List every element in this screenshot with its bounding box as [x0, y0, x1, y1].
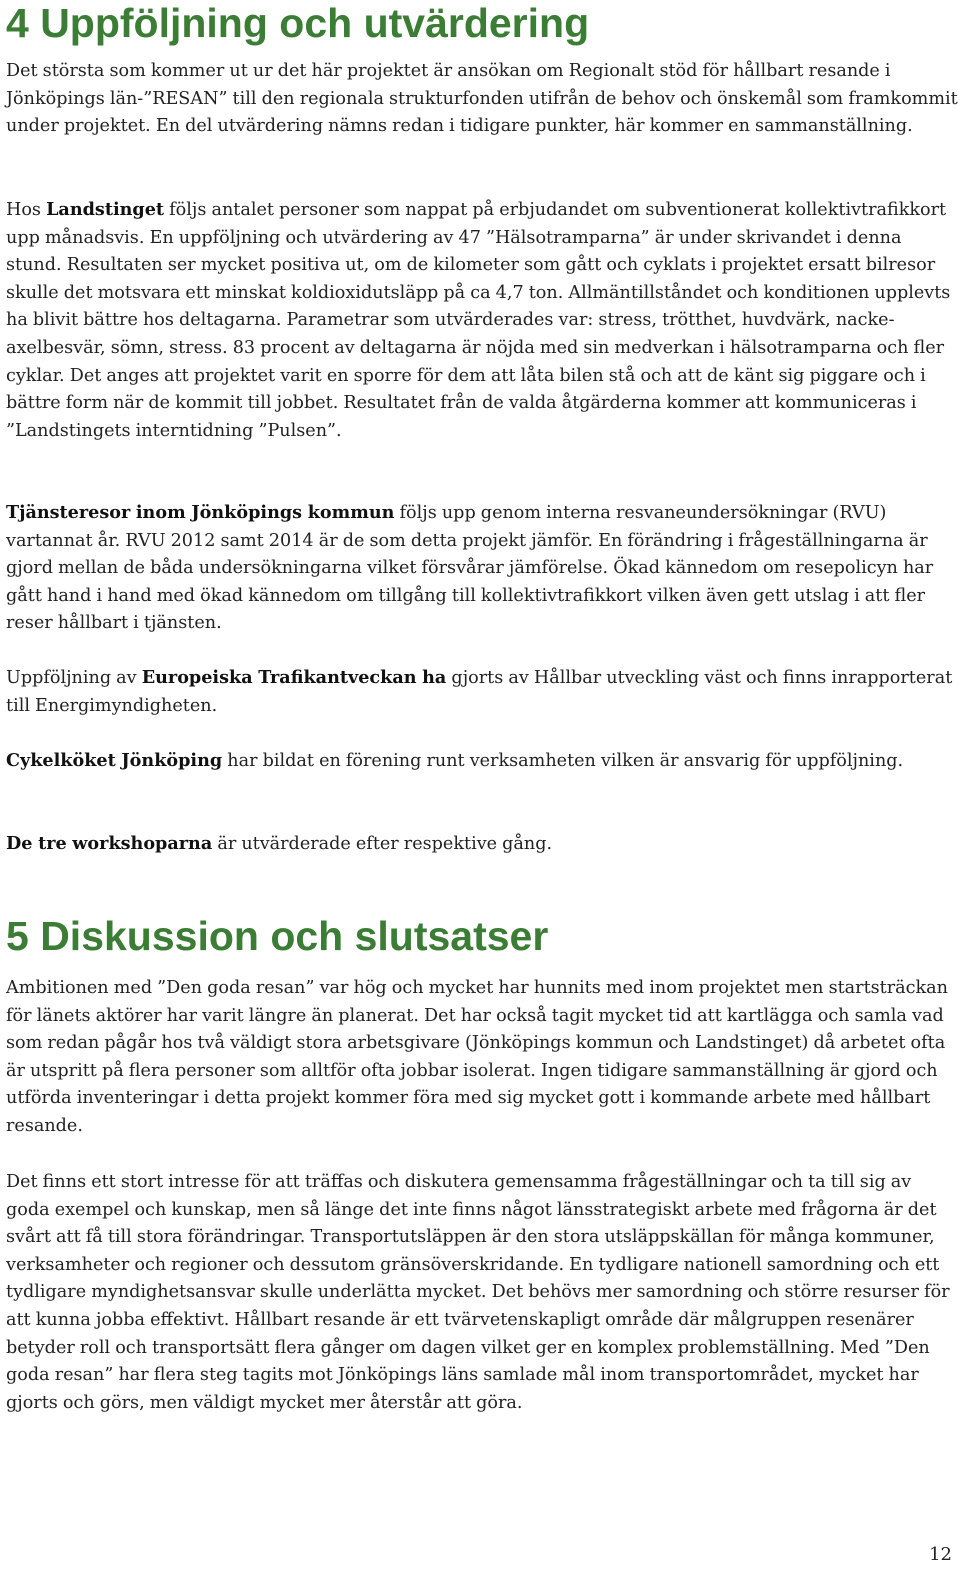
section-5-discussion-paragraph: Det finns ett stort intresse för att träffas och diskutera gemensamma frågeställningar och ta till sig av goda exempel och kunskap, men så länge det inte finns något länsstrategiskt arbete med frågorna är det svårt att få till stora förändringar. Transportutsläppen är den stora utsläppskällan för många kommuner, verksamheter och regioner och dessutom gränsöverskridande. En tydligare nationell samordning och ett tydligare myndighetsansvar skulle underlätta mycket. Det behövs mer samordning och större resurser för att kunna jobba effektivt. Hållbart resande är ett tvärvetenskapligt område där målgruppen resenärer betyder roll och transportsätt flera gånger om dagen vilket ger en komplex problemställning. Med ”Den goda resan” har flera steg tagits mot Jönköpings läns samlade mål inom transportområdet, mycket har gjorts och görs, men väldigt mycket mer återstår att göra. — [6, 1172, 950, 1413]
landstinget-paragraph — [6, 196, 958, 445]
paragraph-body-text: följs upp genom interna resvaneundersökningar (RVU) vartannat år. RVU 2012 samt 2014 är de som detta projekt jämför. En förändring i frågeställningarna är gjord mellan de båda undersökningarna vilket försvårar jämförelse. Ökad kännedom om resepolicyn har gått hand i hand med ökad kännedom om tillgång till kollektivtrafikkort vilken även gett utslag i att fler reser hållbart i tjänsten. — [6, 503, 934, 634]
cykelkoket-paragraph — [6, 747, 958, 776]
section-5-heading: 5 Diskussion och slutsatser — [6, 913, 549, 959]
workshops-bold-term: De tre workshoparna — [6, 833, 213, 854]
section-5-ambition-paragraph: Ambitionen med ”Den goda resan” var hög och mycket har hunnits med inom projektet men startsträckan för länets aktörer har varit längre än planerat. Det har också tagit mycket tid att kartlägga och samla vad som redan pågår hos två väldigt stora arbetsgivare (Jönköpings kommun och Landstinget) då arbetet ofta är utspritt på flera personer som alltför ofta jobbar isolerat. Ingen tidigare sammanställning är gjord och utförda inventeringar i detta projekt kommer föra med sig mycket gott i kommande arbete med hållbart resande. — [6, 978, 948, 1136]
tjansteresor-bold-term: Tjänsteresor inom Jönköpings kommun — [6, 502, 395, 523]
section-4-heading: 4 Uppföljning och utvärdering — [6, 0, 590, 46]
landstinget-bold-term: Landstinget — [46, 199, 165, 220]
page-number: 12 — [929, 1544, 952, 1565]
paragraph-body-text: gjorts av Hållbar utveckling väst och finns inrapporterat till Energimyndigheten. — [6, 668, 953, 716]
cykelkoket-bold-term: Cykelköket Jönköping — [6, 750, 223, 771]
section-4-intro-paragraph: Det största som kommer ut ur det här projektet är ansökan om Regionalt stöd för hållbart resande i Jönköpings län-”RESAN” till den regionala strukturfonden utifrån de behov och önskemål som framkommit under projektet. En del utvärdering nämns redan i tidigare punkter, här kommer en sammanställning. — [6, 61, 958, 137]
paragraph-body-text: följs antalet personer som nappat på erbjudandet om subventionerat kollektivtrafikkort upp månadsvis. En uppföljning och utvärdering av 47 ”Hälsotramparna” är under skrivandet i denna stund. Resultaten ser mycket positiva ut, om de kilometer som gått och cyklats i projektet ersatt bilresor skulle det motsvara ett minskat koldioxidutsläpp på ca 4,7 ton. Allmäntillståndet och konditionen upplevts ha blivit bättre hos deltagarna. Parametrar som utvärderades var: stress, trötthet, huvdvärk, nacke-axelbesvär, sömn, stress. 83 procent av deltagarna är nöjda med sin medverkan i hälsotramparna och fler cyklar. Det anges att projektet varit en sporre för dem att låta bilen stå och att de känt sig piggare och i bättre form när de kommit till jobbet. Resultatet från de valda åtgärderna kommer att kommuniceras i ”Landstingets interntidning ”Pulsen”. — [6, 200, 951, 441]
paragraph-lead-text: Uppföljning av — [6, 668, 142, 688]
paragraph-lead-text: Hos — [6, 200, 47, 220]
tjansteresor-paragraph — [6, 499, 958, 638]
trafikantveckan-bold-term: Europeiska Trafikantveckan ha — [141, 667, 447, 688]
paragraph-body-text: är utvärderade efter respektive gång. — [212, 834, 553, 854]
trafikantveckan-paragraph — [6, 664, 958, 720]
paragraph-body-text: har bildat en förening runt verksamheten vilken är ansvarig för uppföljning. — [222, 751, 904, 771]
workshops-paragraph — [6, 830, 958, 859]
